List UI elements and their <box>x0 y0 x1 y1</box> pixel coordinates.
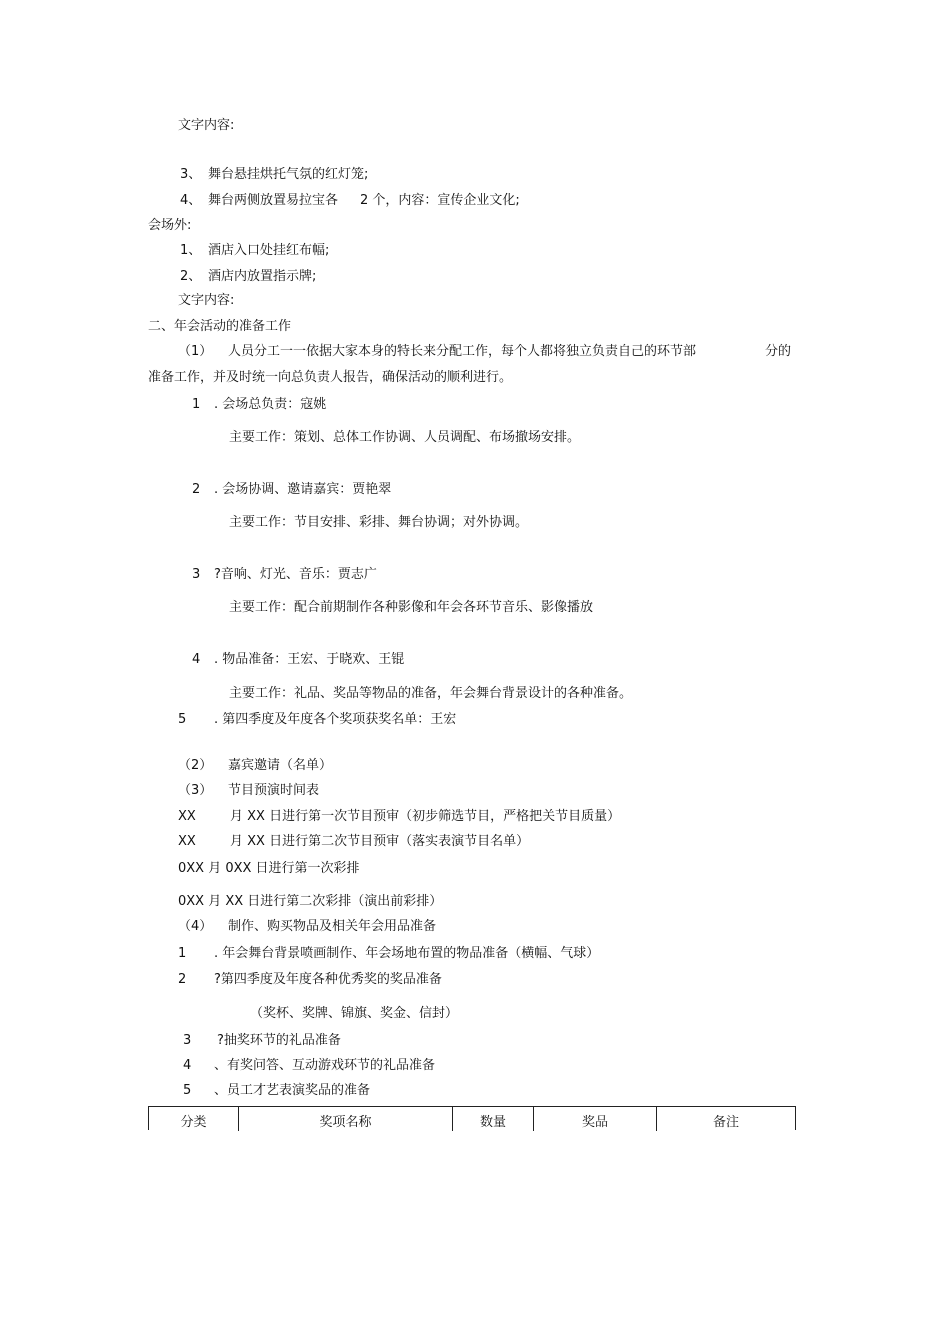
schedule-item-2: 月 XX 日进行第二次节目预审（落实表演节目名单） <box>230 834 530 849</box>
subsection-num-3: （3） <box>178 783 213 798</box>
subsection-rehearsal-schedule: 节目预演时间表 <box>228 783 320 798</box>
role-supplies: . 物品准备：王宏、于晓欢、王锟 <box>214 652 405 667</box>
role-coordination: . 会场协调、邀请嘉宾：贾艳翠 <box>214 482 392 497</box>
role-venue-lead: . 会场总负责：寇姚 <box>214 397 327 412</box>
role-supplies-duty: 主要工作：礼品、奖品等物品的准备，年会舞台背景设计的各种准备。 <box>229 686 633 701</box>
list-item-banners: 舞台两侧放置易拉宝各 <box>208 193 339 208</box>
paragraph-staff-division-tail: 分的 <box>765 344 792 359</box>
list-num-4: 4、 <box>180 193 202 208</box>
purchase-item-5: 、员工才艺表演奖品的准备 <box>214 1083 371 1098</box>
table-header-remarks: 备注 <box>712 1115 739 1130</box>
list-num-2: 2、 <box>180 269 202 284</box>
list-item-hotel-entrance: 酒店入口处挂红布幅; <box>208 243 330 258</box>
list-item-signage: 酒店内放置指示牌; <box>208 269 317 284</box>
schedule-item-1: 月 XX 日进行第一次节目预审（初步筛选节目，严格把关节目质量） <box>230 809 621 824</box>
purchase-item-2: ?第四季度及年度各种优秀奖的奖品准备 <box>214 972 442 987</box>
purchase-item-1: . 年会舞台背景喷画制作、年会场地布置的物品准备（横幅、气球） <box>214 946 600 961</box>
table-header-award-name: 奖项名称 <box>319 1115 372 1130</box>
role-num-5: 5 <box>178 712 187 727</box>
paragraph-staff-division: 人员分工一一依据大家本身的特长来分配工作，每个人都将独立负责自己的环节部 <box>228 344 697 359</box>
label-text-content-1: 文字内容: <box>178 118 235 133</box>
schedule-item-3: 0XX 月 0XX 日进行第一次彩排 <box>178 861 360 876</box>
paragraph-staff-division-cont: 准备工作，并及时统一向总负责人报告，确保活动的顺利进行。 <box>148 370 513 385</box>
purchase-item-2-detail: （奖杯、奖牌、锦旗、奖金、信封） <box>250 1006 459 1021</box>
table-header-quantity: 数量 <box>479 1115 506 1130</box>
purchase-item-3: ?抽奖环节的礼品准备 <box>217 1033 341 1048</box>
purchase-num-4: 4 <box>183 1058 192 1073</box>
purchase-num-3: 3 <box>183 1033 192 1048</box>
subsection-num-2: （2） <box>178 758 213 773</box>
schedule-date-1: XX <box>178 809 196 824</box>
purchase-num-2: 2 <box>178 972 187 987</box>
purchase-num-1: 1 <box>178 946 187 961</box>
role-audio-lighting-duty: 主要工作：配合前期制作各种影像和年会各环节音乐、影像播放 <box>229 600 594 615</box>
table-header-category: 分类 <box>180 1115 207 1130</box>
schedule-date-2: XX <box>178 834 196 849</box>
subsection-purchasing: 制作、购买物品及相关年会用品准备 <box>228 919 437 934</box>
role-award-list: . 第四季度及年度各个奖项获奖名单：王宏 <box>214 712 457 727</box>
role-num-3: 3 <box>192 567 201 582</box>
subsection-num-1: （1） <box>178 344 213 359</box>
subsection-num-4: （4） <box>178 919 213 934</box>
awards-table-header <box>148 1106 796 1130</box>
table-header-prize: 奖品 <box>581 1115 608 1130</box>
purchase-item-4: 、有奖问答、互动游戏环节的礼品准备 <box>214 1058 436 1073</box>
section-heading-preparation: 二、年会活动的准备工作 <box>148 319 292 334</box>
purchase-num-5: 5 <box>183 1083 192 1098</box>
list-item-lanterns: 舞台悬挂烘托气氛的红灯笼; <box>208 167 369 182</box>
role-venue-lead-duty: 主要工作：策划、总体工作协调、人员调配、布场撤场安排。 <box>229 430 581 445</box>
role-num-1: 1 <box>192 397 201 412</box>
label-text-content-2: 文字内容: <box>178 293 235 308</box>
role-coordination-duty: 主要工作：节目安排、彩排、舞台协调；对外协调。 <box>229 515 529 530</box>
list-num-3: 3、 <box>180 167 202 182</box>
list-num-1: 1、 <box>180 243 202 258</box>
role-num-4: 4 <box>192 652 201 667</box>
section-outside-venue: 会场外: <box>148 218 192 233</box>
list-item-banners-count: 2 个，内容：宣传企业文化; <box>360 193 520 208</box>
subsection-guest-invite: 嘉宾邀请（名单） <box>228 758 333 773</box>
schedule-item-4: 0XX 月 XX 日进行第二次彩排（演出前彩排） <box>178 894 443 909</box>
role-audio-lighting: ?音响、灯光、音乐：贾志广 <box>214 567 377 582</box>
role-num-2: 2 <box>192 482 201 497</box>
